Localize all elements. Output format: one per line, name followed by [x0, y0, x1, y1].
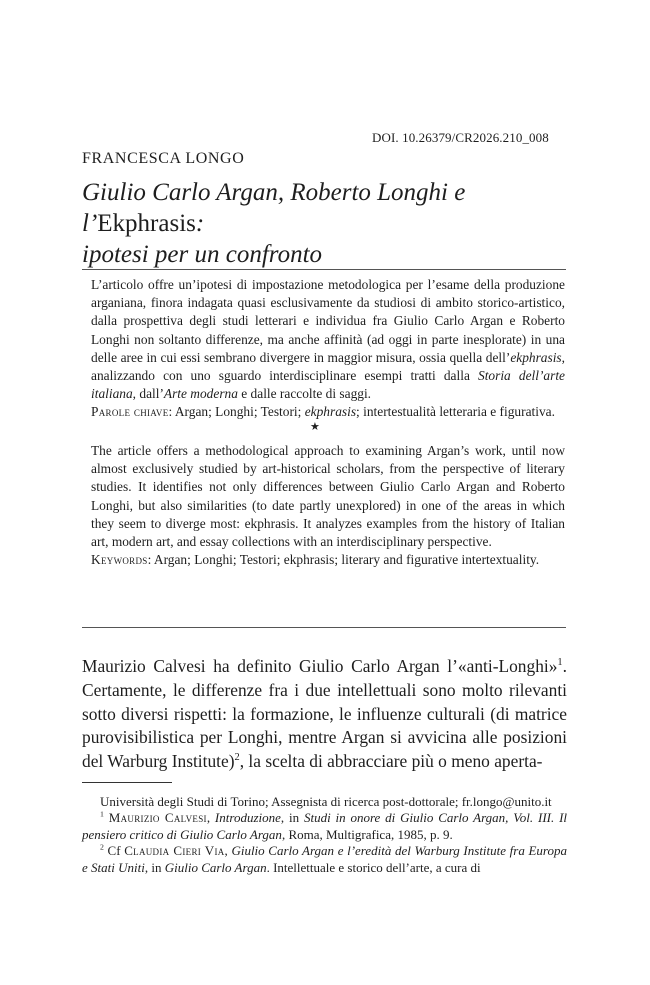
abstract-it-text-3: , dall’ — [132, 386, 164, 402]
keywords-it-label: Parole chiave — [91, 404, 169, 420]
title-part1: Giulio Carlo Argan, Roberto Longhi e l’ — [82, 179, 466, 237]
body-text-2: . Certamente, le differenze fra i due intellettuali sono molto rilevanti sotto diversi rispetti: la formazione, le influenze culturali (di matrice purovisibilistica per Longhi, mentre Argan si avvicina alle posizioni del Warburg Institute) — [82, 656, 567, 772]
title-part3: : — [195, 210, 205, 237]
footnote-2 — [82, 843, 567, 876]
keywords-en-text: : Argan; Longhi; Testori; ekphrasis; literary and figurative intertextuality. — [147, 552, 540, 568]
title-part2: Ekphrasis — [97, 210, 196, 237]
footnote-rule — [82, 782, 172, 783]
affiliation-note: Università degli Studi di Torino; Assegnista di ricerca post-dottorale; fr.longo@unito.it — [100, 794, 552, 809]
body-text-3: , la scelta di abbracciare più o meno aperta- — [239, 751, 543, 772]
footnote-2-text-b: , — [224, 843, 232, 859]
footnote-1-text-c: , Roma, Multigrafica, 1985, p. 9. — [281, 826, 453, 842]
footnote-ref-1: 1 — [557, 657, 563, 669]
abstract-it-text-2: , analizzando con uno sguardo interdisciplinare esempi tratti dalla — [91, 349, 565, 384]
keywords-it-text-2: ; intertestualità letteraria e figurativa. — [356, 404, 555, 420]
footnote-1-author: Maurizio Calvesi — [108, 810, 207, 826]
abstract-english — [91, 442, 565, 569]
footnote-1-italic-1: Introduzione — [214, 810, 281, 826]
abstract-it-italic-2: Storia dell’arte italiana — [91, 368, 565, 402]
body-paragraph — [82, 655, 567, 774]
footnote-1-text-b: , in — [280, 810, 304, 826]
keywords-english — [91, 551, 565, 569]
footnote-2-number: 2 — [100, 842, 104, 852]
article-title — [82, 177, 582, 270]
footnote-2-text-d: . Intellettuale e storico dell’arte, a cura di — [266, 859, 481, 875]
footnote-ref-2: 2 — [234, 752, 240, 764]
abstract-italian — [91, 276, 565, 422]
footnote-1 — [82, 810, 567, 843]
section-separator-star: ★ — [310, 421, 320, 433]
abstract-english-text: The article offers a methodological approach to examining Argan’s work, until now almost exclusively studied by art-historical scholars, from the perspective of literary studies. It identifies not only differences between Giulio Carlo Argan and Roberto Longhi, but also similarities (to date partly unexplored) in one of the areas in which they seem to diverge most: ekphrasis. It analyzes examples from the history of Italian art, modern art, and essay collections with an interdisciplinary perspective. — [91, 443, 565, 550]
author-name: FRANCESCA LONGO — [82, 150, 245, 167]
keywords-it-text-1: : Argan; Longhi; Testori; — [168, 404, 305, 420]
footnote-2-text-c: , in — [144, 859, 165, 875]
footnote-2-italic-2: Giulio Carlo Argan — [164, 859, 267, 875]
abstract-it-text-1: L’articolo offre un’ipotesi di impostazione metodologica per l’esame della produzione arganiana, finora indagata quasi esclusivamente da studiosi di ambito storico-artistico, dalla prospettiva degli studi letterari e individua fra Giulio Carlo Argan e Roberto Longhi non soltanto differenze, ma anche affinità (ad oggi in parte inesplorate) in una delle aree in cui essi sembrano divergere in maggior misura, ossia quella dell’ — [91, 277, 565, 365]
title-line2: ipotesi per un confronto — [82, 241, 323, 268]
abstract-it-italic-1: ekphrasis — [510, 349, 562, 365]
abstract-top-rule — [82, 269, 566, 270]
footnote-1-italic-2: Studi in onore di Giulio Carlo Argan, Vol. III. Il pensiero critico di Giulio Carlo Argan — [82, 810, 568, 842]
footnote-1-number: 1 — [100, 810, 104, 820]
doi: DOI. 10.26379/CR2026.210_008 — [372, 130, 549, 145]
footnote-1-text-a: , — [206, 810, 215, 826]
abstract-bottom-rule — [82, 627, 566, 628]
footnote-2-author: Claudia Cieri Via — [124, 843, 225, 859]
keywords-en-label: Keywords — [91, 552, 148, 568]
keywords-italian — [91, 403, 565, 421]
footnotes — [82, 794, 567, 876]
abstract-it-text-4: e dalle raccolte di saggi. — [237, 386, 372, 402]
footnote-2-italic-1: Giulio Carlo Argan e l’eredità del Warburg Institute fra Europa e Stati Uniti — [82, 843, 567, 875]
keywords-it-italic: ekphrasis — [304, 404, 357, 420]
abstract-it-italic-3: Arte moderna — [163, 386, 238, 402]
body-text — [82, 655, 567, 774]
footnote-2-text-a: Cf — [107, 843, 125, 859]
body-text-1: Maurizio Calvesi ha definito Giulio Carlo Argan l’«anti-Longhi» — [82, 656, 558, 676]
abstract-italian-text — [91, 276, 565, 403]
